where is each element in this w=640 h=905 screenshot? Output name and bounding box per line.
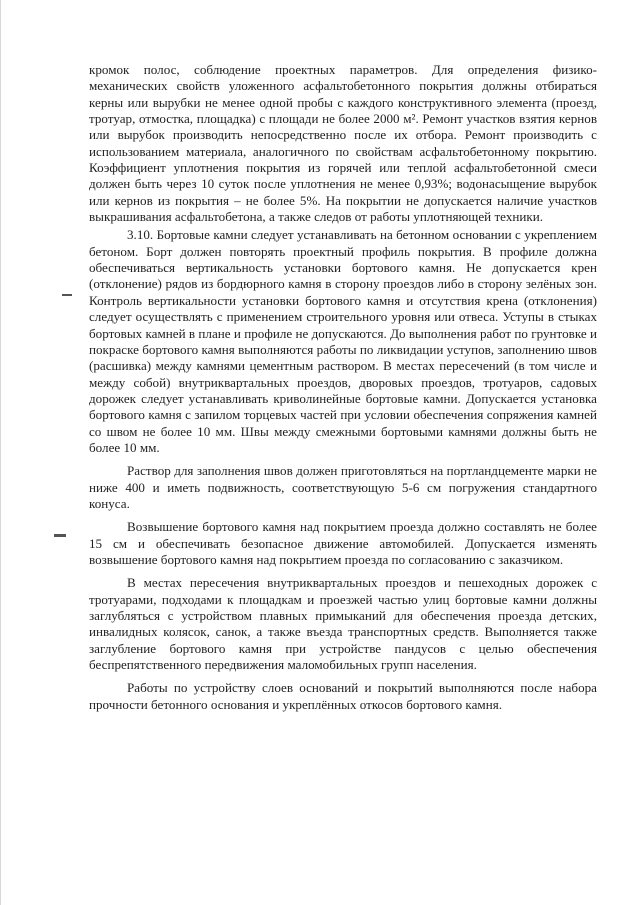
paragraph: Возвышение бортового камня над покрытием проезда должно составлять не более 15 см и обеспечивать безопасное движение автомобилей. Допускается изменять возвышение бортового камня над покрытием проезда по согласованию с заказчиком. [89, 519, 597, 567]
paragraph: 3.10. Бортовые камни следует устанавливать на бетонном основании с укреплением бетоном. Борт должен повторять проектный профиль покрытия. В профиле должна обеспечиваться вертикальность установки бортового камня. Не допускается крен (отклонение) рядов из бордюрного камня в сторону проездов либо в сторону зелёных зон. Контроль вертикальности установки бортового камня и отсутствия крена (отклонения) следует осуществлять с применением строительного уровня или отвеса. Уступы в стыках бортовых камней в плане и профиле не допускаются. До выполнения работ по грунтовке и покраске бортового камня выполняются работы по ликвидации уступов, заполнению швов (расшивка) между камнями цементным раствором. В местах пересечений (в том числе и между собой) внутриквартальных проездов, дворовых проездов, тротуаров, садовых дорожек следует устанавливать криволинейные бортовые камни. Допускается установка бортового камня с запилом торцевых частей при условии обеспечения сопряжения камней со швом не более 10 мм. Швы между смежными бортовыми камнями должны быть не более 10 мм. [89, 227, 597, 455]
paragraph: Раствор для заполнения швов должен приготовляться на портландцементе марки не ниже 400 и иметь подвижность, соответствующую 5-6 см погружения стандартного конуса. [89, 463, 597, 511]
paragraph: Работы по устройству слоев оснований и покрытий выполняются после набора прочности бетонного основания и укреплённых откосов бортового камня. [89, 680, 597, 712]
paragraph: кромок полос, соблюдение проектных параметров. Для определения физико-механических свойств уложенного асфальтобетонного покрытия должны отбираться керны или вырубки не менее одной пробы с каждого конструктивного элемента (проезд, тротуар, отмостка, площадка) с площади не более 2000 м². Ремонт участков взятия кернов или вырубок производить непосредственно после их отбора. Ремонт производить с использованием материала, аналогичного по свойствам асфальтобетонному покрытию. Коэффициент уплотнения покрытия из горячей или теплой асфальтобетонной смеси должен быть через 10 суток после уплотнения не менее 0,93%; водонасыщение вырубок или кернов из покрытия – не более 5%. На покрытии не допускается наличие участков выкрашивания асфальтобетона, а также следов от работы уплотняющей техники. [89, 62, 597, 225]
margin-mark [62, 294, 72, 296]
margin-mark [54, 534, 66, 537]
scan-edge [0, 0, 1, 905]
document-body [89, 62, 597, 713]
paragraph: В местах пересечения внутриквартальных проездов и пешеходных дорожек с тротуарами, подходами к площадкам и проезжей частью улиц бортовые камни должны заглубляться с устройством плавных примыканий для обеспечения проезда детских, инвалидных колясок, санок, а также въезда транспортных средств. Выполняется также заглубление бортового камня при устройстве пандусов с целью обеспечения беспрепятственного передвижения маломобильных групп населения. [89, 575, 597, 673]
